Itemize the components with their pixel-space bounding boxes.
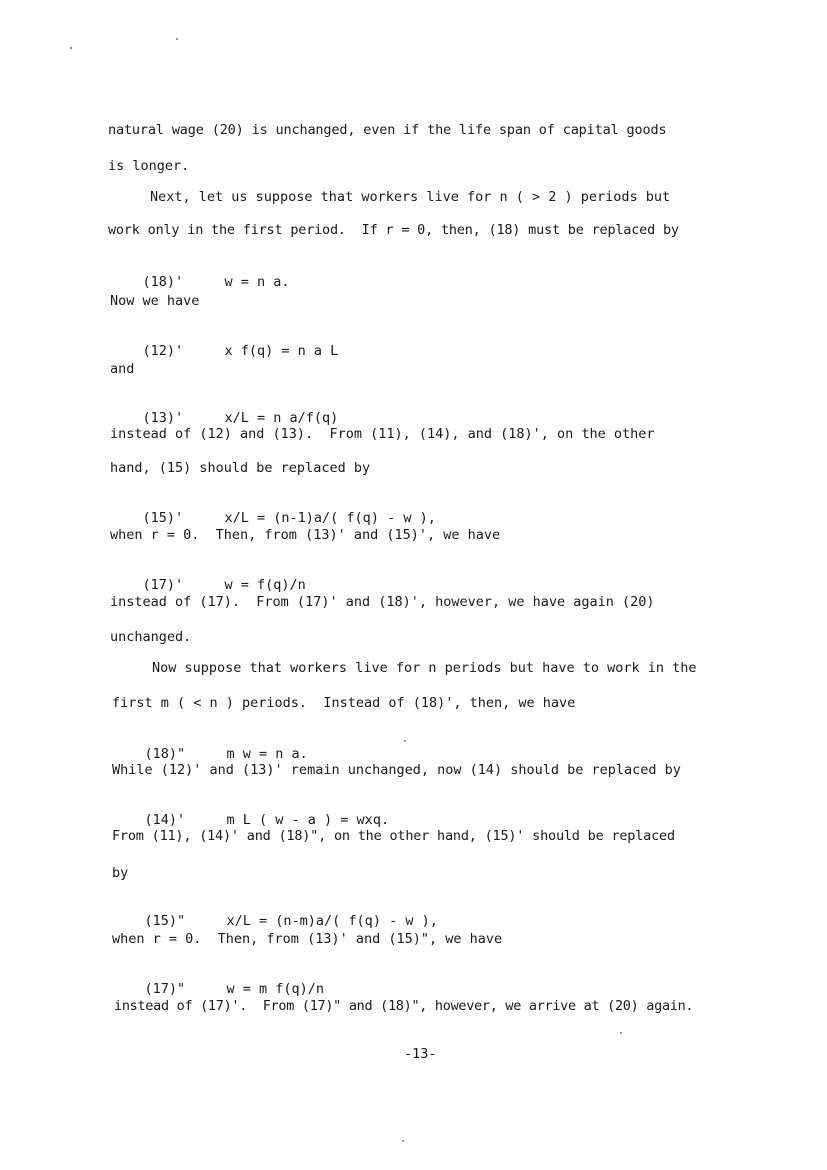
text-line: instead of (17)'. From (17)" and (18)", however, we arrive at (20) again.	[114, 998, 694, 1014]
equation-label: (17)'	[142, 577, 184, 593]
text-line: first m ( < n ) periods. Instead of (18)', then, we have	[112, 695, 576, 711]
equation-label: (15)'	[142, 510, 184, 526]
scan-speck	[620, 1032, 622, 1034]
equation-label: (12)'	[142, 343, 184, 359]
text-line: is longer.	[108, 158, 190, 174]
equation-body: x f(q) = n a L	[224, 343, 339, 359]
text-line: unchanged.	[110, 629, 192, 645]
equation-label: (18)"	[144, 746, 186, 762]
text-line: While (12)' and (13)' remain unchanged, now (14) should be replaced by	[112, 762, 681, 778]
text-line: when r = 0. Then, from (13)' and (15)", we have	[112, 931, 503, 947]
equation-body: w = m f(q)/n	[226, 981, 325, 997]
text-line: natural wage (20) is unchanged, even if the life span of capital goods	[108, 122, 667, 138]
text-line: when r = 0. Then, from (13)' and (15)', we have	[110, 527, 501, 543]
equation-label: (17)"	[144, 981, 186, 997]
scan-speck	[70, 47, 72, 49]
text-line: Now we have	[110, 293, 200, 309]
text-line: instead of (12) and (13). From (11), (14), and (18)', on the other	[110, 426, 655, 442]
text-line: Now suppose that workers live for n periods but have to work in the	[152, 660, 697, 676]
scan-speck	[402, 1140, 404, 1142]
equation-body: w = n a.	[224, 274, 290, 290]
text-line: Next, let us suppose that workers live for n ( > 2 ) periods but	[150, 189, 671, 205]
text-line: hand, (15) should be replaced by	[110, 460, 371, 476]
text-line: and	[110, 361, 135, 377]
equation-label: (13)'	[142, 410, 184, 426]
equation-body: w = f(q)/n	[224, 577, 306, 593]
text-line: instead of (17). From (17)' and (18)', however, we have again (20)	[110, 594, 655, 610]
equation-body: x/L = (n-m)a/( f(q) - w ),	[226, 913, 438, 929]
equation-line	[110, 327, 338, 375]
text-line: From (11), (14)' and (18)", on the other hand, (15)' should be replaced	[112, 828, 675, 844]
equation-body: m L ( w - a ) = wxq.	[226, 812, 390, 828]
page-number: -13-	[404, 1046, 437, 1062]
text-line: work only in the first period. If r = 0, then, (18) must be replaced by	[108, 222, 679, 238]
equation-body: m w = n a.	[226, 746, 308, 762]
equation-body: x/L = n a/f(q)	[224, 410, 339, 426]
equation-label: (15)"	[144, 913, 186, 929]
scan-speck	[176, 38, 178, 40]
equation-label: (18)'	[142, 274, 184, 290]
equation-label: (14)'	[144, 812, 186, 828]
equation-body: x/L = (n-1)a/( f(q) - w ),	[224, 510, 436, 526]
scan-speck	[404, 740, 406, 742]
text-line: by	[112, 865, 129, 881]
